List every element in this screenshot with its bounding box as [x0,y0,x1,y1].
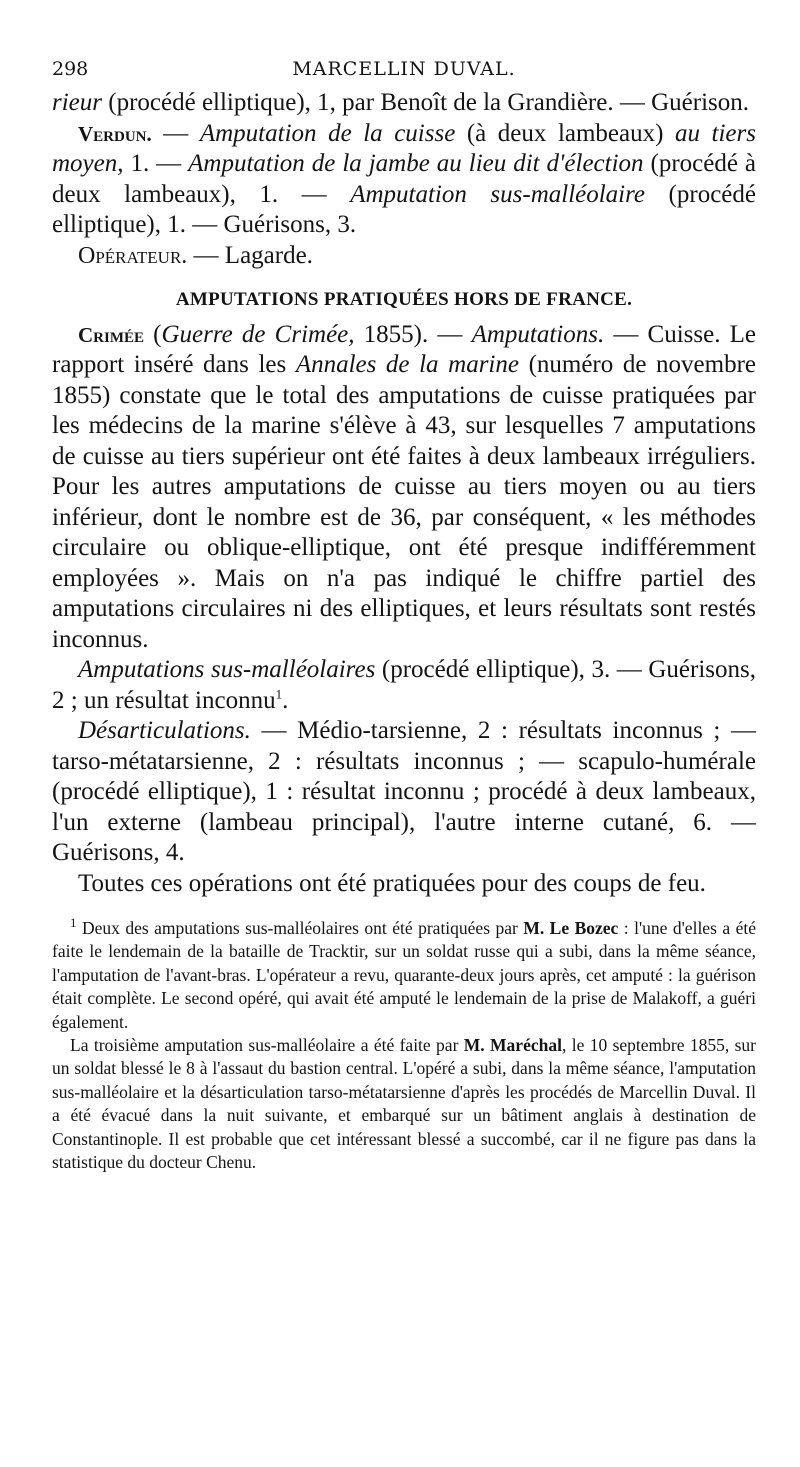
paragraph-operateur: Opérateur. — Lagarde. [78,241,313,269]
paragraph-crimee: Crimée (Guerre de Crimée, 1855). — Amputations. — Cuisse. Le rapport inséré dans les Annales de la marine (numéro de novembre 1855) constate que le total des amputations de cuisse pratiquées par les médecins de la marine s'élève à 43, sur lesquelles 7 amputations de cuisse au tiers supérieur ont été faites à deux lambeaux irréguliers. Pour les autres amputations de cuisse au tiers moyen ou au tiers inférieur, dont le nombre est de 36, par conséquent, « les méthodes circulaire ou oblique-elliptique, ont été presque indifféremment employées ». Mais on n'a pas indiqué le chiffre partiel des amputations circulaires ni des elliptiques, et leurs résultats sont restés inconnus. [52,320,756,653]
paragraph-continuation: rieur (procédé elliptique), 1, par Benoît de la Grandière. — Guérison. [52,89,749,116]
footnote-1-continued: La troisième amputation sus-malléolaire a été faite par M. Maréchal, le 10 septembre 1855, sur un soldat blessé le 8 à l'assaut du bastion central. L'opéré a subi, dans la même séance, l'amputation sus-malléolaire et la désarticulation tarso-métatarsienne d'après les procédés de Marcellin Duval. Il a été évacué dans la nuit suivante, et embarqué sur un bâtiment anglais à destination de Constantinople. Il est probable que cet intéressant blessé a succombé, car il ne figure pas dans la statistique du docteur Chenu. [52,1035,757,1173]
page [52,58,756,1174]
place-name: Verdun. [78,121,152,146]
operateur-label: Opérateur. [78,242,188,269]
page-number: 298 [52,58,89,80]
footnotes [52,917,756,1174]
footnote-reference[interactable]: 1 [275,686,283,702]
running-title: MARCELLIN DUVAL. [292,58,516,80]
page-header [52,58,756,88]
place-name: Crimée [78,322,145,347]
paragraph-desarticulations: Désarticulations. — Médio-tarsienne, 2 : résultats inconnus ; — tarso-métatarsienne, 2 : résultats inconnus ; — scapulo-humérale (procédé elliptique), 1 : résultat inconnu ; procédé à deux lambeaux, l'un externe (lambeau principal), l'autre interne cutané, 6. — Guérisons, 4. [52,717,756,866]
section-heading: AMPUTATIONS PRATIQUÉES HORS DE FRANCE. [175,289,633,310]
paragraph-sus-malleolaires: Amputations sus-malléolaires (procédé elliptique), 3. — Guérisons, 2 ; un résultat inconnu$^1$. [52,656,756,714]
footnote-mark: 1 [70,915,77,931]
paragraph-verdun: Verdun. — Amputation de la cuisse (à deux lambeaux) au tiers moyen, 1. — Amputation de la jambe au lieu dit d'élection (procédé à deux lambeaux), 1. — Amputation sus-malléolaire (procédé elliptique), 1. — Guérisons, 3. [52,119,756,238]
paragraph-conclusion: Toutes ces opérations ont été pratiquées pour des coups de feu. [78,869,706,897]
footnote-1: $^1$ Deux des amputations sus-malléolaires ont été pratiquées par M. Le Bozec : l'une d'elles a été faite le lendemain de la bataille de Tracktir, sur un soldat russe qui a subi, dans la même séance, l'amputation de l'avant-bras. L'opérateur a revu, quarante-deux jours après, cet amputé : la guérison était complète. Le second opéré, qui avait été amputé le lendemain de la prise de Malakoff, a guéri également. [52,915,756,1032]
main-text [52,88,756,899]
